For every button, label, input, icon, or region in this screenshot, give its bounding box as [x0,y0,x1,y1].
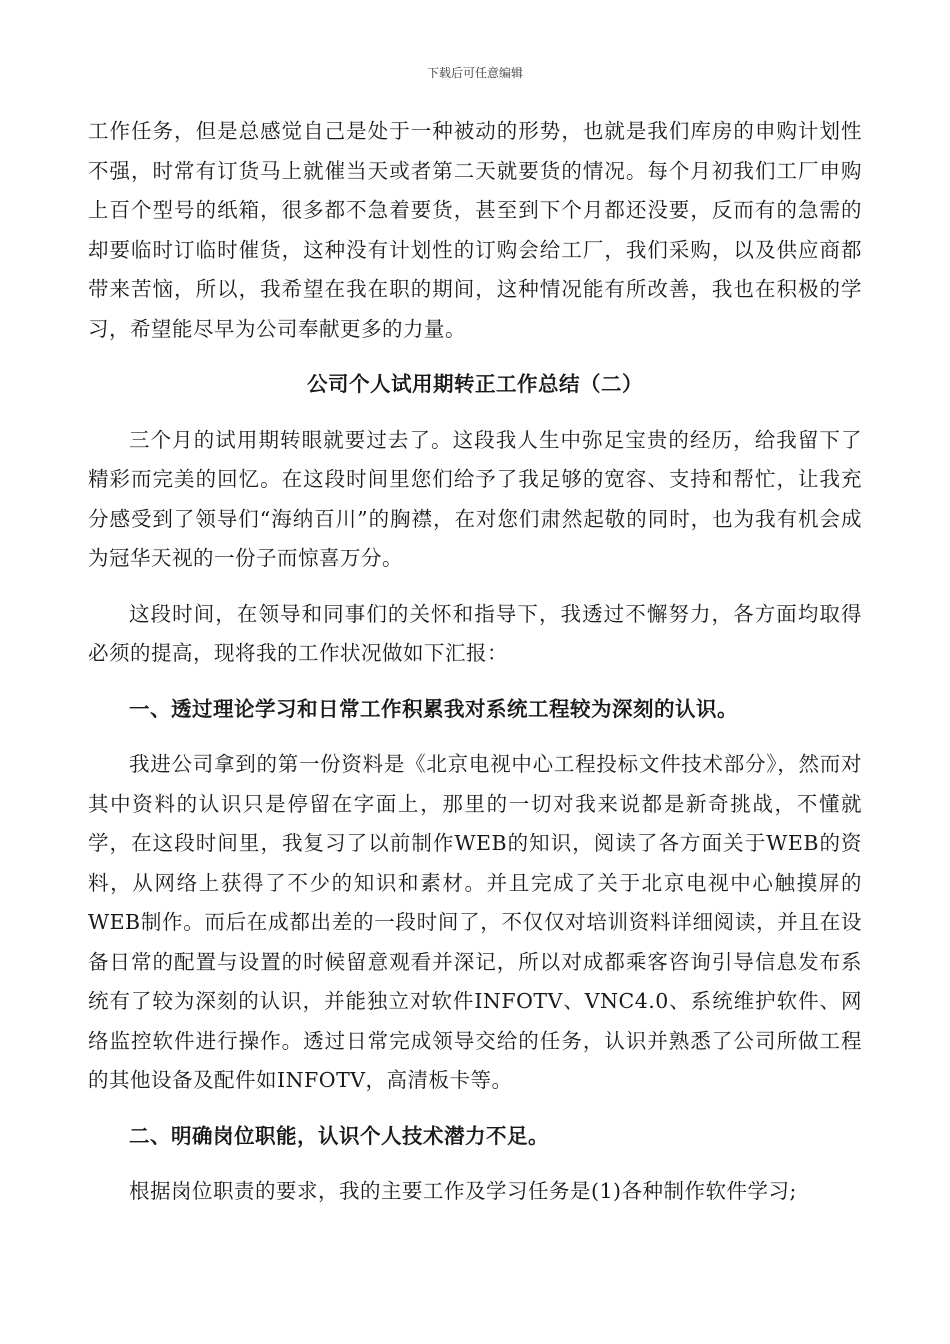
paragraph-intro: 三个月的试用期转眼就要过去了。这段我人生中弥足宝贵的经历，给我留下了精彩而完美的回忆。在这段时间里您们给予了我足够的宽容、支持和帮忙，让我充分感受到了领导们“海纳百川”的胸襟，在对您们肃然起敬的同时，也为我有机会成为冠华天视的一份子而惊喜万分。 [88,427,862,570]
paragraph-report: 这段时间，在领导和同事们的关怀和指导下，我透过不懈努力，各方面均取得必须的提高，现将我的工作状况做如下汇报： [88,601,862,665]
paragraph-continuation: 工作任务，但是总感觉自己是处于一种被动的形势，也就是我们库房的申购计划性不强，时常有订货马上就催当天或者第二天就要货的情况。每个月初我们工厂申购上百个型号的纸箱，很多都不急着要货，甚至到下个月都还没要，反而有的急需的却要临时订临时催货，这种没有计划性的订购会给工厂，我们采购，以及供应商都带来苦恼，所以，我希望在我在职的期间，这种情况能有所改善，我也在积极的学习，希望能尽早为公司奉献更多的力量。 [88,119,862,341]
document-body [88,112,862,1212]
heading-two: 二、明确岗位职能，认识个人技术潜力不足。 [129,1123,549,1148]
section-title: 公司个人试用期转正工作总结（二） [307,372,643,396]
paragraph-learning: 我进公司拿到的第一份资料是《北京电视中心工程投标文件技术部分》，然而对其中资料的认识只是停留在字面上，那里的一切对我来说都是新奇挑战，不懂就学，在这段时间里，我复习了以前制作WEB的知识，阅读了各方面关于WEB的资料，从网络上获得了不少的知识和素材。并且完成了关于北京电视中心触摸屏的WEB制作。而后在成都出差的一段时间了，不仅仅对培训资料详细阅读，并且在设备日常的配置与设置的时候留意观看并深记，所以对成都乘客咨询引导信息发布系统有了较为深刻的认识，并能独立对软件INFOTV、VNC4.0、系统维护软件、网络监控软件进行操作。透过日常完成领导交给的任务，认识并熟悉了公司所做工程的其他设备及配件如INFOTV，高清板卡等。 [88,752,862,1092]
page-header: 下载后可任意编辑 [426,66,523,80]
paragraph-duties: 根据岗位职责的要求，我的主要工作及学习任务是(1)各种制作软件学习; [129,1179,797,1203]
heading-one: 一、透过理论学习和日常工作积累我对系统工程较为深刻的认识。 [129,696,738,721]
